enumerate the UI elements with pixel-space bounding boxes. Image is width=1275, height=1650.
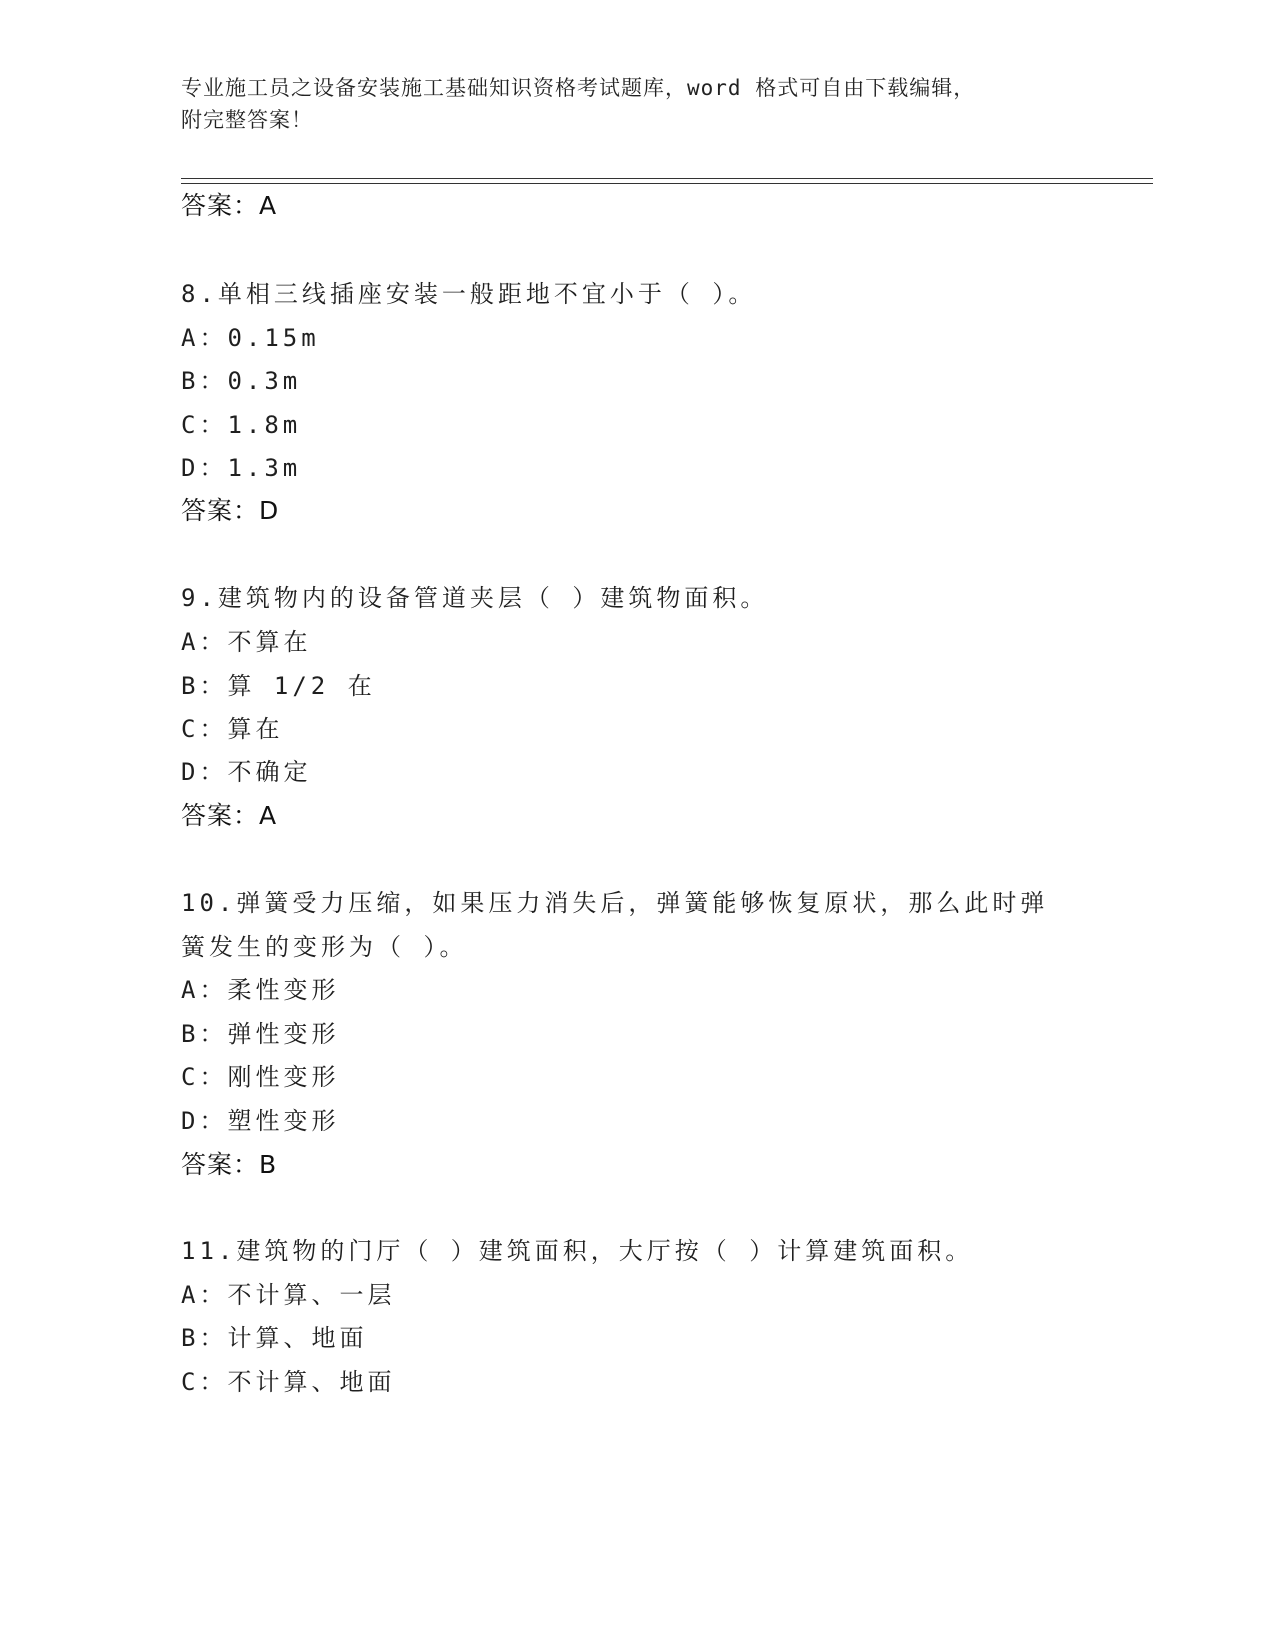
- header-divider: [181, 178, 1153, 184]
- question-11-option-c: C：不计算、地面: [181, 1368, 396, 1396]
- header-line-1: 专业施工员之设备安装施工基础知识资格考试题库，word 格式可自由下载编辑，: [181, 76, 976, 100]
- question-8-stem: 8.单相三线插座安装一般距地不宜小于（ ）。: [181, 280, 757, 308]
- question-10-option-d: D：塑性变形: [181, 1107, 340, 1135]
- question-10-option-b: B：弹性变形: [181, 1020, 340, 1048]
- question-9-stem: 9.建筑物内的设备管道夹层（ ）建筑物面积。: [181, 584, 769, 612]
- question-8-option-a: A：0.15m: [181, 324, 320, 352]
- question-8-option-b: B：0.3m: [181, 367, 302, 395]
- question-11-option-b: B：计算、地面: [181, 1324, 368, 1352]
- question-9-option-d: D：不确定: [181, 758, 312, 786]
- question-8-answer: 答案：D: [181, 496, 280, 525]
- question-9-option-b: B：算 1/2 在: [181, 672, 376, 700]
- question-10-stem-line-1: 10.弹簧受力压缩，如果压力消失后，弹簧能够恢复原状，那么此时弹: [181, 889, 1049, 917]
- answer-prev: 答案：A: [181, 191, 278, 220]
- question-10-option-a: A：柔性变形: [181, 976, 340, 1004]
- question-10-option-c: C：刚性变形: [181, 1063, 340, 1091]
- header-line-2: 附完整答案！: [181, 108, 313, 132]
- question-9-option-a: A：不算在: [181, 628, 312, 656]
- question-10-answer: 答案：B: [181, 1150, 278, 1179]
- question-8-option-c: C：1.8m: [181, 411, 302, 439]
- document-header: [181, 72, 1061, 136]
- question-11-option-a: A：不计算、一层: [181, 1281, 396, 1309]
- question-11-stem: 11.建筑物的门厅（ ）建筑面积，大厅按（ ）计算建筑面积。: [181, 1237, 974, 1265]
- question-10-stem-line-2: 簧发生的变形为（ ）。: [181, 933, 468, 961]
- question-9-answer: 答案：A: [181, 801, 278, 830]
- question-8-option-d: D：1.3m: [181, 454, 302, 482]
- question-9-option-c: C：算在: [181, 715, 284, 743]
